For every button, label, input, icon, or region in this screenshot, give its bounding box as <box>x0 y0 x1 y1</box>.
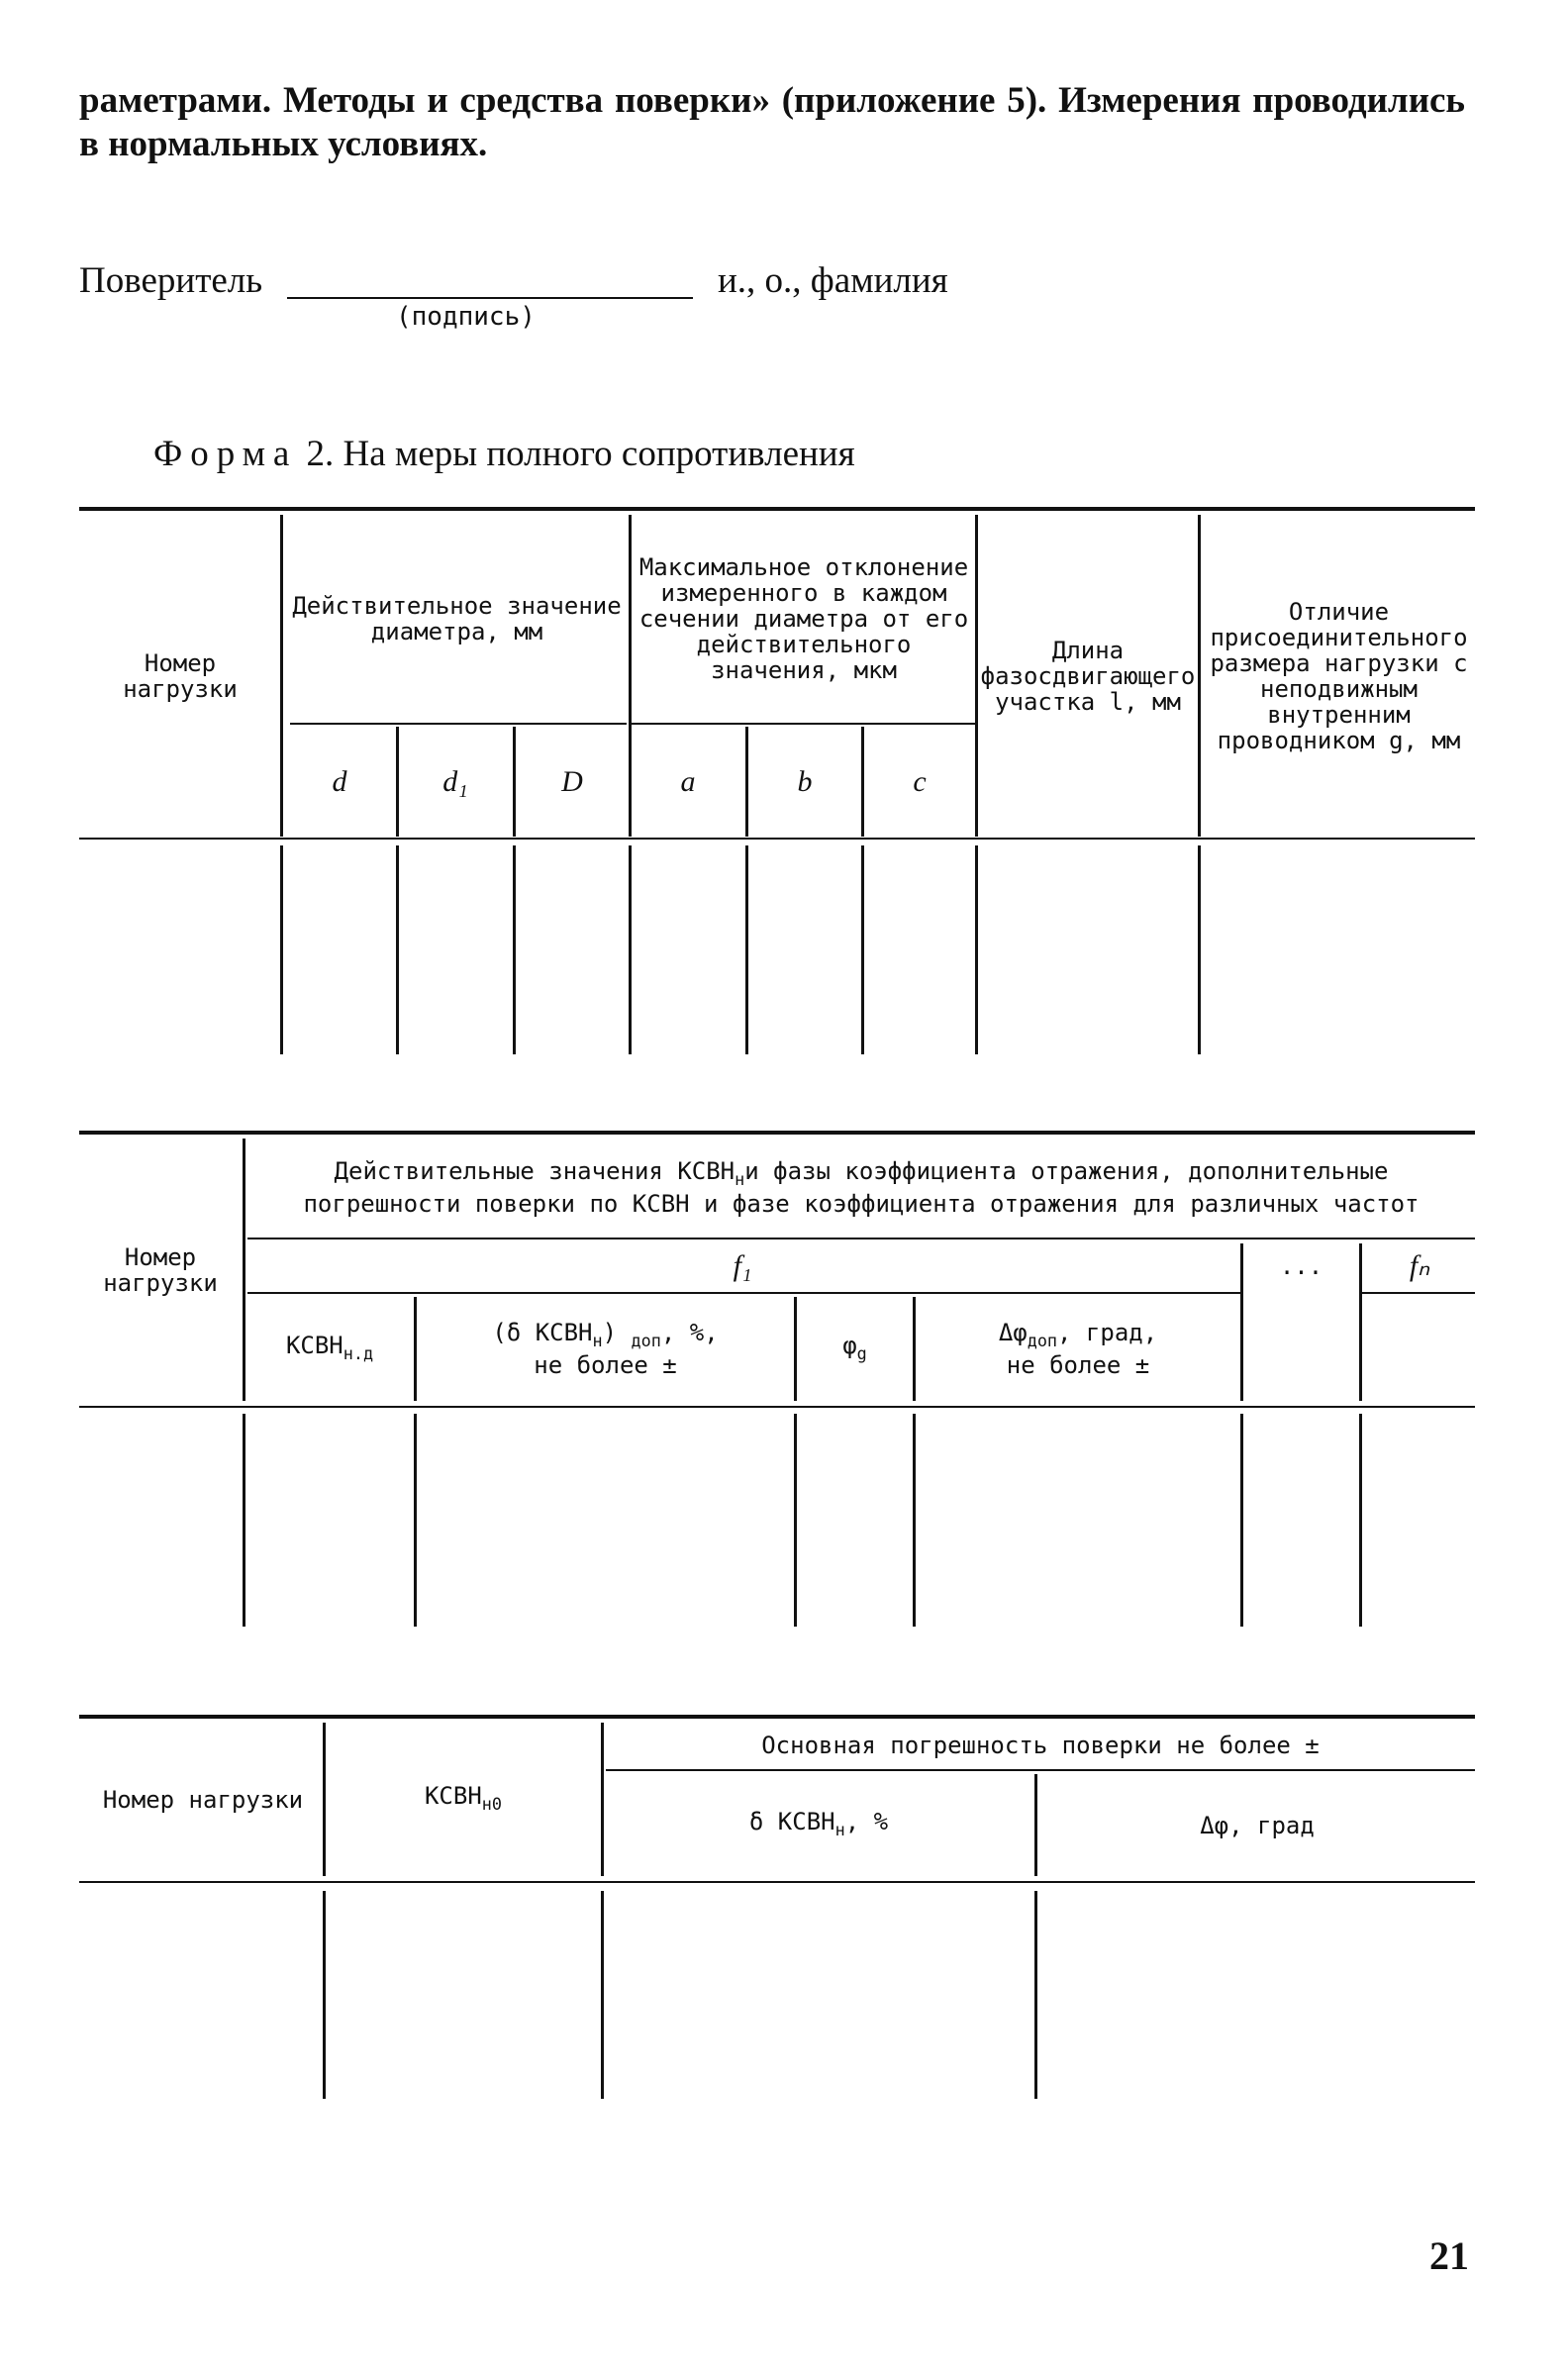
table1-sub-d: d <box>332 765 347 798</box>
form-title-rest: 2. На меры полного сопротивления <box>297 434 855 474</box>
table2-c2-post: , %, <box>660 1318 719 1346</box>
table3-vline <box>323 1723 326 1876</box>
table3-delta-pre: δ КСВН <box>748 1807 835 1835</box>
table2-vline <box>913 1297 916 1401</box>
table1-vline <box>975 845 978 1054</box>
table1-sub-d1: d₁ <box>442 765 468 798</box>
table2-vline <box>913 1414 916 1627</box>
table3-col-delta-vswr <box>606 1774 1031 1876</box>
table2-col-vswr-error <box>419 1297 792 1401</box>
table2-vline <box>1240 1414 1243 1627</box>
table2-c1-main: КСВН <box>285 1331 343 1359</box>
table1-vline <box>396 845 399 1054</box>
table1-sub-b: b <box>797 765 813 798</box>
table1-vline <box>745 727 748 837</box>
table1-vline <box>513 727 516 837</box>
table1-vline <box>745 845 748 1054</box>
table2-c3-main: φ <box>842 1331 857 1359</box>
table2-col-phase <box>799 1297 911 1401</box>
table3-header-rule <box>79 1881 1475 1883</box>
table1-vline <box>861 727 864 837</box>
table1-vline <box>396 727 399 837</box>
table2-vline <box>243 1414 245 1627</box>
table2-freq-f1: f₁ <box>733 1249 752 1282</box>
table1-sub-a: a <box>680 765 696 798</box>
table1-vline <box>1198 515 1201 837</box>
table2-col-load-number: Номер нагрузки <box>103 1242 218 1297</box>
table1-vline <box>629 515 632 837</box>
table1-col-max-deviation: Максимальное отклонение измеренного в каждом сечении диаметра от его действительного значения, мкм <box>638 553 969 684</box>
table2-c4-sub: доп <box>1027 1330 1058 1350</box>
table2-freq-rule <box>247 1238 1475 1239</box>
table2-c4-post: , град, <box>1057 1318 1158 1346</box>
table2-c2-sub1: н <box>592 1330 603 1350</box>
table3-vline <box>1034 1774 1037 1876</box>
table2-fn-rule <box>1361 1292 1475 1294</box>
table2-c2-pre: (δ КСВН <box>492 1318 593 1346</box>
table2-c4-line2: не более ± <box>1006 1351 1150 1380</box>
table3-vline <box>601 1891 604 2099</box>
table1-vline <box>861 845 864 1054</box>
table2-c2-sub2: доп <box>631 1330 661 1350</box>
table2-c1-sub: н.д <box>343 1342 374 1363</box>
table2-vline <box>414 1297 417 1401</box>
table1-col-difference: Отличие присоединительного размера нагрузки с неподвижным внутренним проводником g, мм <box>1210 597 1468 754</box>
table2-col-vswr-actual <box>247 1297 412 1401</box>
table1-vline <box>975 515 978 837</box>
table3-vline <box>601 1723 604 1876</box>
table2-f1-rule <box>247 1292 1240 1294</box>
table3-vline <box>1034 1891 1037 2099</box>
signature-line <box>287 297 693 299</box>
table1-vline <box>280 845 283 1054</box>
table1-vline <box>629 845 632 1054</box>
table2-header-sub: н <box>735 1168 745 1189</box>
table2-header-pre: Действительные значения КСВН <box>334 1157 735 1186</box>
table2-header-text <box>267 1159 1455 1217</box>
table3-error-subrule <box>606 1769 1475 1771</box>
table3-col-load-number: Номер нагрузки <box>102 1785 304 1814</box>
table3-top-rule <box>79 1715 1475 1719</box>
signer-label: Поверитель <box>79 260 263 301</box>
signature-caption: (подпись) <box>396 302 536 332</box>
table3-header-error: Основная погрешность поверки не более ± <box>761 1732 1320 1759</box>
form-title-word: Форма <box>153 434 298 474</box>
table3-vswr-sub: н0 <box>481 1793 502 1814</box>
table2-vline <box>414 1414 417 1627</box>
table2-vline <box>794 1414 797 1627</box>
table2-top-rule <box>79 1131 1475 1135</box>
table1-top-rule <box>79 507 1475 511</box>
table3-vline <box>323 1891 326 2099</box>
table2-col-phase-error <box>918 1297 1238 1401</box>
table1-sub-D: D <box>561 765 583 798</box>
table2-vline <box>1359 1243 1362 1401</box>
table2-c3-sub: g <box>856 1342 867 1363</box>
table2-vline <box>1240 1243 1243 1401</box>
table1-sub-c: c <box>913 765 927 798</box>
table1-vline <box>1198 845 1201 1054</box>
intro-paragraph: раметрами. Методы и средства поверки» (приложение 5). Измерения проводились в нормальных условиях. <box>79 80 1465 164</box>
table2-c2-line2: не более ± <box>534 1351 677 1380</box>
page-number: 21 <box>1429 2233 1469 2278</box>
table1-vline <box>513 845 516 1054</box>
table1-col-phase-length: Длина фазосдвигающего участка l, мм <box>980 636 1196 716</box>
table2-header-rule <box>79 1406 1475 1408</box>
table2-freq-fn: fₙ <box>1409 1249 1430 1282</box>
table1-deviation-subrule <box>632 723 976 725</box>
table1-diameter-subrule <box>290 723 627 725</box>
table2-c2-mid: ) <box>602 1318 632 1346</box>
table3-delta-post: , % <box>844 1807 889 1835</box>
table2-header-post: и фазы коэффициента отражения, дополнительные погрешности поверки по КСВН и фазе коэффициента отражения для различных частот <box>303 1157 1420 1218</box>
signer-name-caption: и., о., фамилия <box>718 260 948 301</box>
table3-col-vswr <box>329 1723 598 1876</box>
form-title <box>153 433 855 475</box>
table1-vline <box>280 515 283 837</box>
table3-col-phase: Δφ, град <box>1200 1811 1315 1839</box>
table2-c4-pre: Δφ <box>998 1318 1028 1346</box>
table1-header-rule <box>79 838 1475 840</box>
table1-col-load-number: Номер нагрузки <box>123 648 238 703</box>
table3-delta-sub: н <box>834 1819 845 1839</box>
table2-header <box>267 1139 1455 1238</box>
table2-vline <box>794 1297 797 1401</box>
table2-vline <box>1359 1414 1362 1627</box>
table2-freq-dots: ... <box>1279 1252 1323 1280</box>
table2-vline <box>243 1139 245 1401</box>
table3-vswr-main: КСВН <box>424 1781 482 1810</box>
table1-col-actual-diameter: Действительное значение диаметра, мм <box>292 592 622 645</box>
